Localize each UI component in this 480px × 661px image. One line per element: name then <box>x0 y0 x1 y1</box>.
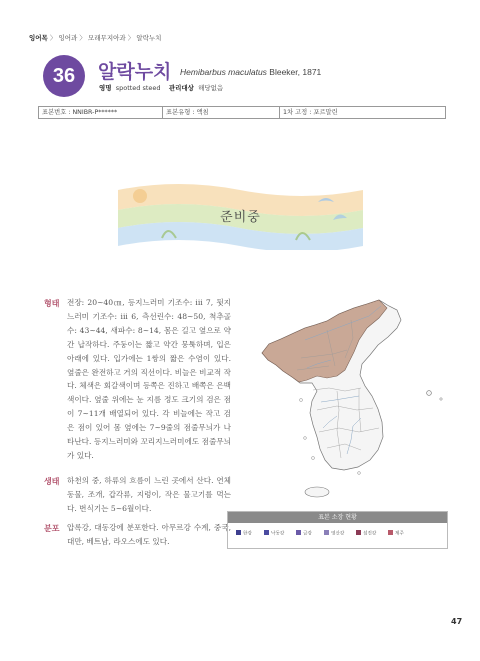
breadcrumb-species: 알락누치 <box>136 34 162 42</box>
legend-swatch <box>356 530 361 535</box>
legend-label: 섬진강 <box>363 531 377 537</box>
legend-label: 영산강 <box>331 531 345 537</box>
english-name-label: 영명 <box>99 84 112 92</box>
legend-item-nakdonggang <box>264 530 284 538</box>
west-island <box>304 437 307 440</box>
legend-label: 한강 <box>243 531 252 537</box>
south-island <box>358 472 361 475</box>
specimen-info-bar <box>38 106 446 119</box>
breadcrumb-family: 잉어과 <box>58 34 78 42</box>
breadcrumb <box>29 33 161 42</box>
breadcrumb-separator: 〉 <box>127 34 135 42</box>
breadcrumb-subfamily: 모래무지아과 <box>88 34 126 42</box>
southwest-island <box>312 457 315 460</box>
dokdo-island <box>440 398 442 400</box>
legend-item-yeongsangang <box>324 530 344 538</box>
scientific-name-author: Bleeker, 1871 <box>266 67 322 77</box>
ulleung-island <box>427 391 432 396</box>
legend-swatch <box>264 530 269 535</box>
jeju-island <box>305 487 329 497</box>
specimen-number: 표본번호 : NNIBR-P****** <box>38 107 166 118</box>
section-text-ecology: 하천의 중, 하류의 흐름이 느린 곳에서 산다. 연체동물, 조개, 갑각류, 지렁이, 작은 물고기를 먹는다. 번식기는 5~6월이다. <box>67 476 231 513</box>
species-number-badge <box>43 55 85 97</box>
page-number: 47 <box>451 617 463 626</box>
status-label: 관리대상 <box>168 84 194 92</box>
legend-item-jeju <box>388 530 404 538</box>
species-number: 36 <box>52 64 76 87</box>
image-placeholder <box>118 180 363 250</box>
legend-label: 금강 <box>303 531 312 537</box>
section-label-morphology: 형태 <box>44 299 60 308</box>
legend-swatch <box>296 530 301 535</box>
specimen-type: 표본유형 : 액침 <box>162 107 283 118</box>
species-scientific-name <box>180 67 321 77</box>
breadcrumb-separator: 〉 <box>79 34 86 42</box>
section-text-distribution: 압록강, 대동강에 분포한다. 아무르강 수계, 중국, 대만, 베트남, 라오스에도 있다. <box>67 523 231 546</box>
scientific-name-italic: Hemibarbus maculatus <box>180 67 267 77</box>
section-text-morphology: 전장: 20~40㎝, 등지느러미 기조수: iii 7, 뒷지느러미 기조수: iii 6, 측선린수: 48~50, 척추골수: 43~44, 새파수: 8~14, 몸은 길고 옆으로 약간 납작하다. 주둥이는 짧고 약간 뭉툭하며, 입은 아래에 있다. 입가에는 1쌍의 짧은 수염이 있다. 옆줄은 완전하고 거의 직선이다. 비늘은 비교적 작다. 체색은 회갈색이며 등쪽은 진하고 배쪽은 은백색이다. 옆줄 위에는 눈 지름 정도 크기의 검은 점이 7~11개 배열되어 있다. 각 비늘에는 작고 검은 점이 있어 몸 옆에는 7~9줄의 점줄무늬가 나타난다. 등지느러미와 꼬리지느러미에도 점줄무늬가 있다. <box>67 298 231 460</box>
legend-item-geumgang <box>296 530 312 538</box>
status-value: 해당없음 <box>198 84 224 92</box>
legend-item-seomjingang <box>356 530 376 538</box>
legend-item-hangang <box>236 530 252 538</box>
placeholder-text: 준비중 <box>220 210 261 225</box>
breadcrumb-separator: 〉 <box>49 34 57 42</box>
west-island <box>300 399 303 402</box>
legend-label: 낙동강 <box>271 531 285 537</box>
legend-swatch <box>324 530 329 535</box>
specimen-fixation: 1차 고정 : 포르말린 <box>279 107 446 118</box>
species-korean-name: 알락누치 <box>98 61 172 83</box>
species-meta <box>99 83 223 92</box>
english-name: spotted steed <box>115 84 161 92</box>
section-label-distribution: 분포 <box>44 524 60 533</box>
legend-swatch <box>388 530 393 535</box>
collection-legend <box>227 511 448 549</box>
legend-title: 표본 소장 현황 <box>228 512 447 523</box>
legend-swatch <box>236 530 241 535</box>
breadcrumb-order: 잉어목 <box>29 34 48 42</box>
section-label-ecology: 생태 <box>44 477 60 486</box>
korea-distribution-map <box>241 298 449 503</box>
legend-label: 제주 <box>395 531 404 537</box>
